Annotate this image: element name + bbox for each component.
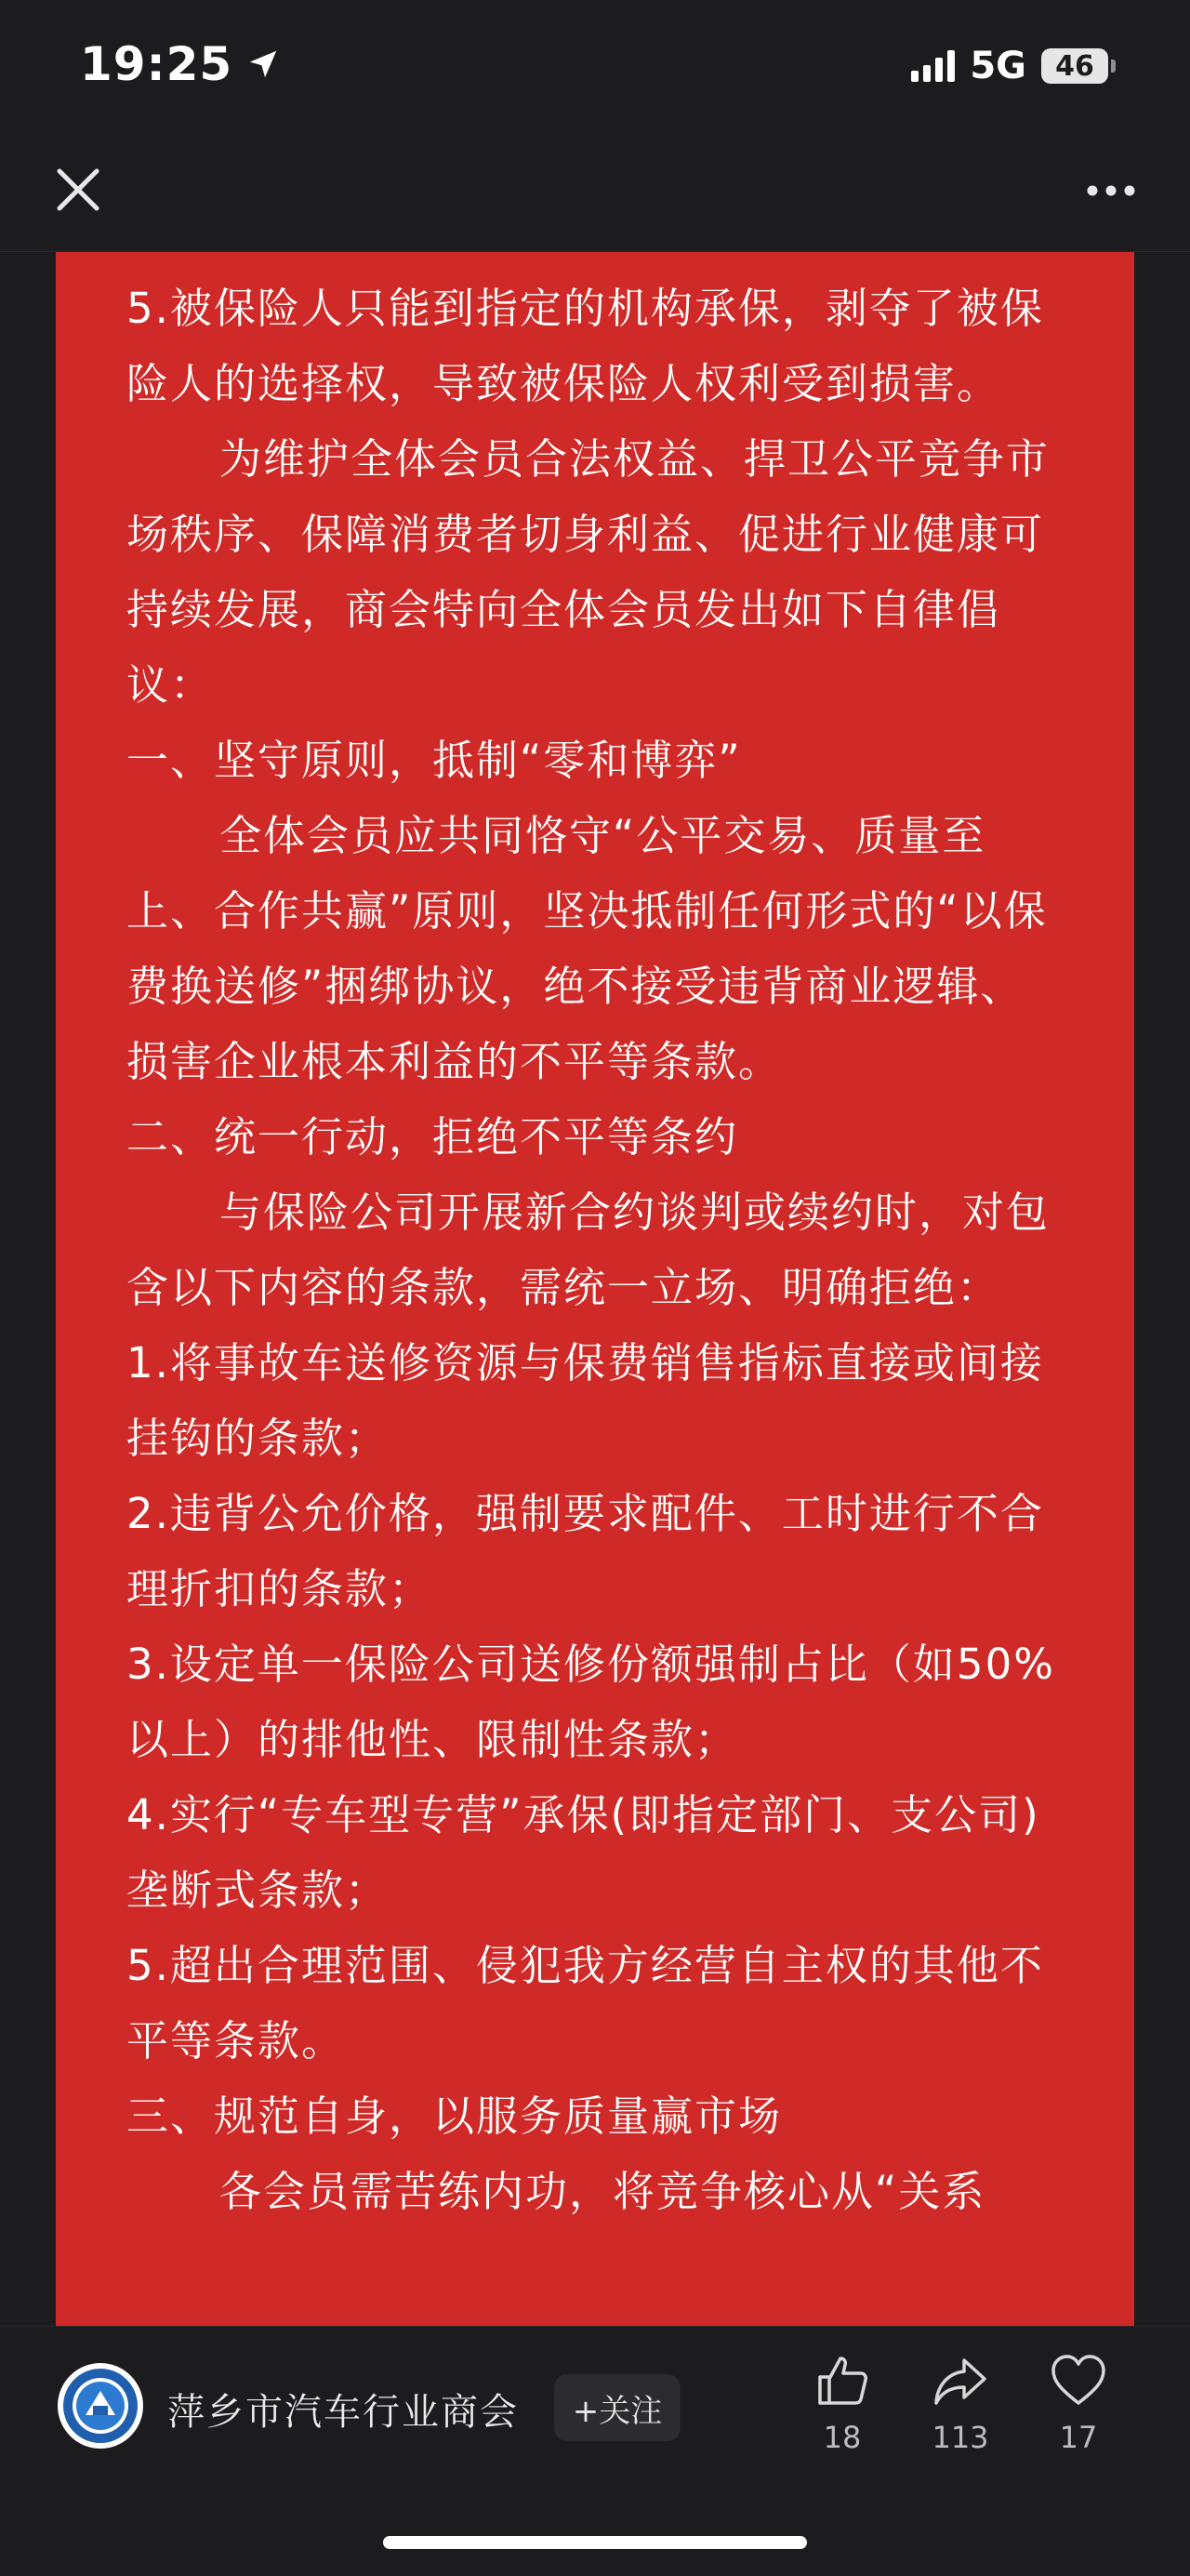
thumbs-up-icon: [813, 2351, 872, 2410]
article-paragraph: 4.实行“专车型专营”承保(即指定部门、支公司)垄断式条款；: [126, 1790, 1040, 1915]
nav-bar: [0, 139, 1190, 252]
article-paragraph: 全体会员应共同恪守“公平交易、质量至上、合作共赢”原则，坚决抵制任何形式的“以保费换送修”捆绑协议，绝不接受违背商业逻辑、损害企业根本利益的不平等条款。: [126, 811, 1048, 1086]
article-paragraph: 5.被保险人只能到指定的机构承保，剥夺了被保险人的选择权，导致被保险人权利受到损害。: [126, 284, 1044, 408]
more-icon: [1078, 167, 1144, 214]
more-button[interactable]: [1078, 167, 1144, 214]
battery-level: 46: [1041, 48, 1108, 84]
avatar[interactable]: [58, 2363, 143, 2449]
article-paragraph: 各会员需苦练内功，将竞争核心从“关系: [219, 2167, 986, 2216]
article-paragraph: 二、统一行动，拒绝不平等条约: [126, 1112, 739, 1162]
heart-icon: [1049, 2351, 1108, 2410]
close-button[interactable]: [52, 164, 104, 216]
network-type: 5G: [970, 45, 1026, 87]
close-icon: [52, 164, 104, 216]
account-name[interactable]: 萍乡市汽车行业商会: [167, 2391, 519, 2434]
article-content[interactable]: [0, 252, 1190, 2326]
share-arrow-icon: [931, 2351, 990, 2410]
article-paragraph: 三、规范自身，以服务质量赢市场: [126, 2091, 783, 2141]
share-count: 113: [932, 2420, 989, 2455]
article-paragraph: 3.设定单一保险公司送修份额强制占比（如50%以上）的排他性、限制性条款；: [126, 1640, 1055, 1764]
article-image-panel: [56, 252, 1134, 2326]
status-bar: [0, 0, 1190, 139]
article-paragraph: 5.超出合理范围、侵犯我方经营自主权的其他不平等条款。: [126, 1941, 1044, 2065]
share-button[interactable]: [914, 2351, 1007, 2455]
signal-icon: [911, 50, 955, 82]
article-paragraph: 2.违背公允价格，强制要求配件、工时进行不合理折扣的条款；: [126, 1489, 1044, 1613]
article-paragraph: 为维护全体会员合法权益、捍卫公平竞争市场秩序、保障消费者切身利益、促进行业健康可持续发展，商会特向全体会员发出如下自律倡议：: [126, 434, 1051, 710]
favorite-count: 17: [1059, 2420, 1098, 2455]
like-count: 18: [823, 2420, 862, 2455]
home-indicator: [383, 2536, 807, 2549]
article-paragraph: 一、坚守原则，抵制“零和博弈”: [126, 736, 742, 785]
like-button[interactable]: [796, 2351, 889, 2455]
article-text: [126, 271, 1065, 2229]
location-arrow-icon: [245, 46, 281, 82]
battery-icon: [1041, 48, 1116, 84]
article-paragraph: 与保险公司开展新合约谈判或续约时，对包含以下内容的条款，需统一立场、明确拒绝：: [126, 1188, 1051, 1312]
status-time-group: [80, 37, 281, 91]
status-time: 19:25: [80, 37, 233, 91]
article-paragraph: 1.将事故车送修资源与保费销售指标直接或间接挂钩的条款；: [126, 1338, 1044, 1463]
logo-emblem: [58, 2363, 143, 2449]
follow-button[interactable]: +关注: [554, 2374, 681, 2441]
favorite-button[interactable]: [1032, 2351, 1125, 2455]
status-indicators: [911, 45, 1116, 87]
